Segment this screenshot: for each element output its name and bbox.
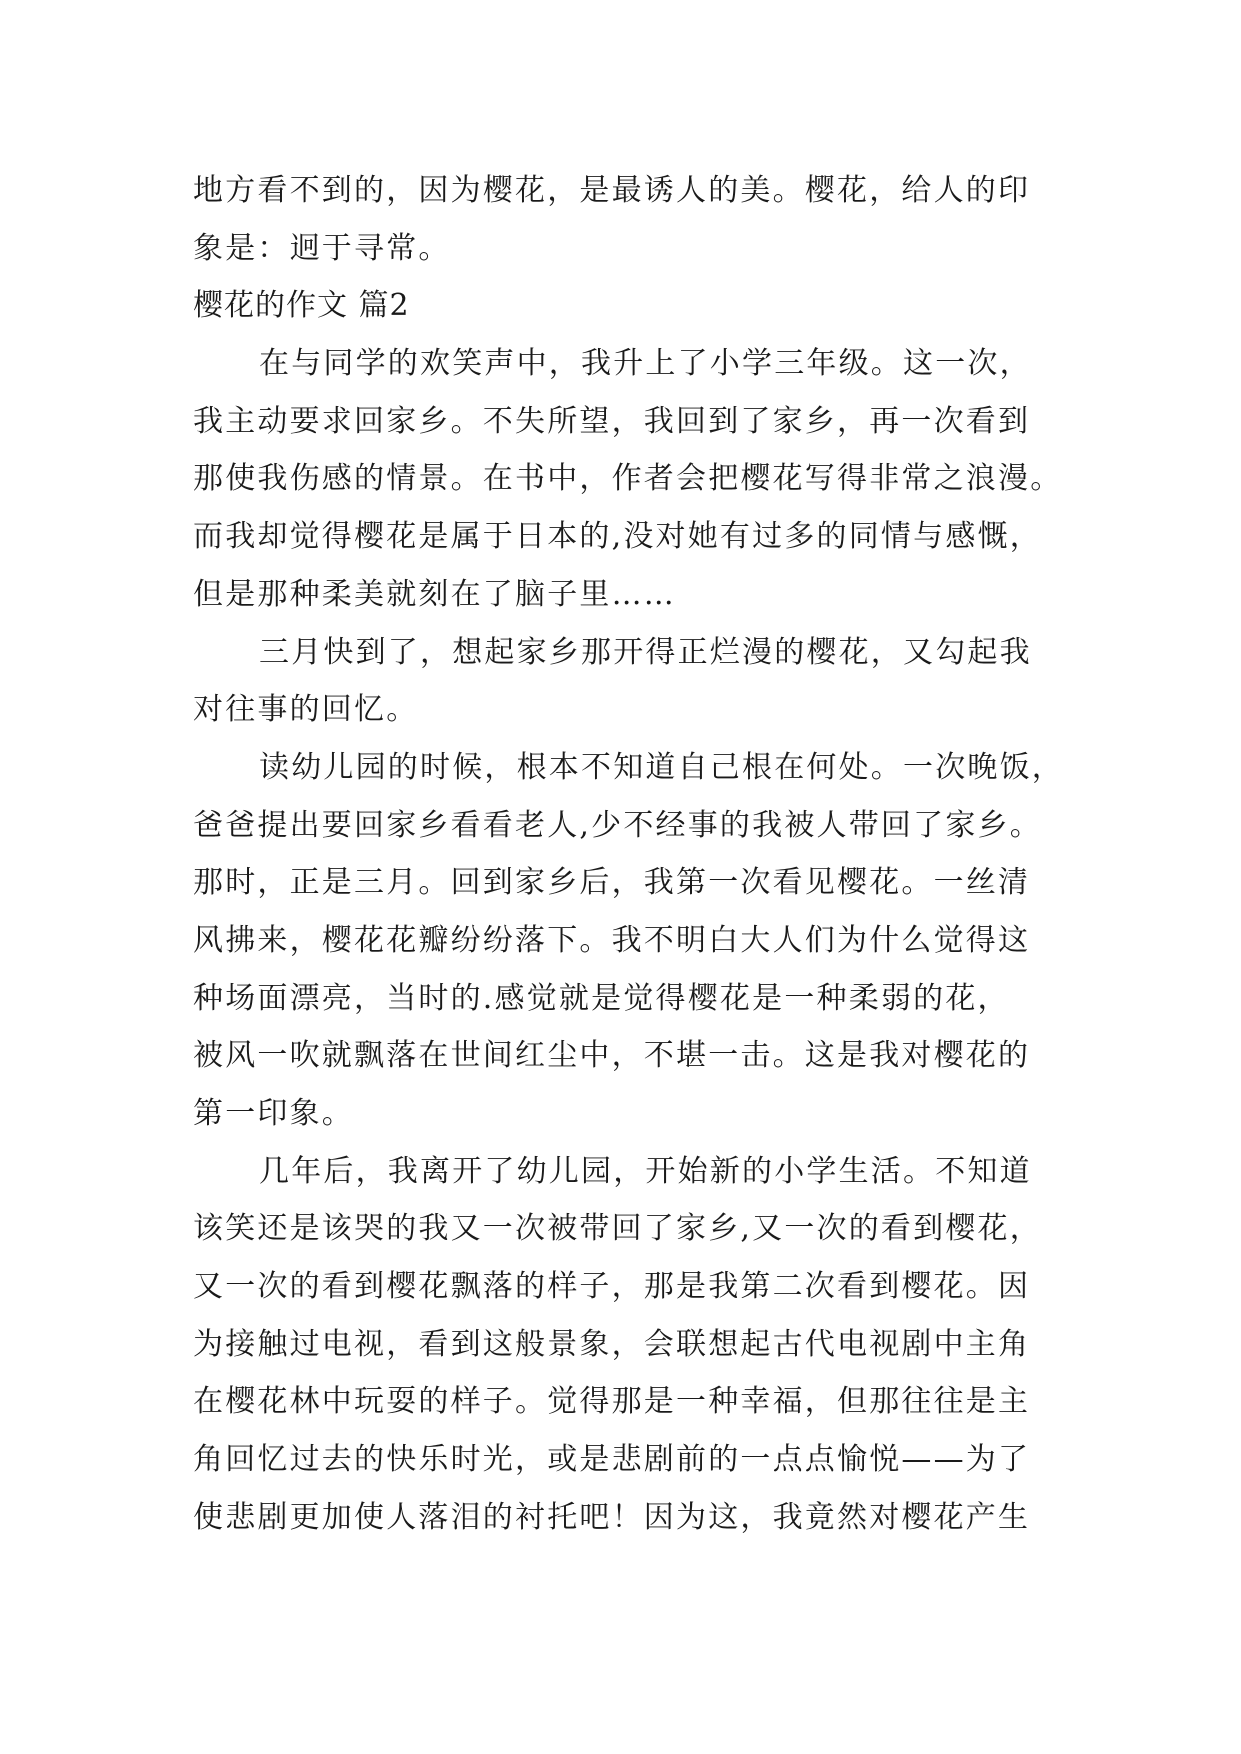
text-line: 种场面漂亮，当时的.感觉就是觉得樱花是一种柔弱的花， xyxy=(193,980,1010,1016)
section-heading: 樱花的作文 篇2 xyxy=(193,288,410,324)
text-line: 第一印象。 xyxy=(193,1096,354,1131)
text-line: 而我却觉得樱花是属于日本的,没对她有过多的同情与感慨， xyxy=(193,519,1042,555)
text-line: 风拂来，樱花花瓣纷纷落下。我不明白大人们为什么觉得这 xyxy=(193,922,1031,958)
text-line: 为接触过电视，看到这般景象，会联想起古代电视剧中主角 xyxy=(193,1326,1031,1362)
paragraph-first-line: 在与同学的欢笑声中，我升上了小学三年级。这一次， xyxy=(259,346,1032,382)
text-line: 被风一吹就飘落在世间红尘中，不堪一击。这是我对樱花的 xyxy=(193,1038,1031,1074)
paragraph-first-line: 几年后，我离开了幼儿园，开始新的小学生活。不知道 xyxy=(259,1153,1032,1189)
paragraph-first-line: 读幼儿园的时候，根本不知道自己根在何处。一次晚饭， xyxy=(259,749,1064,785)
paragraph-first-line: 三月快到了，想起家乡那开得正烂漫的樱花，又勾起我 xyxy=(259,634,1032,670)
text-line: 又一次的看到樱花飘落的样子，那是我第二次看到樱花。因 xyxy=(193,1269,1031,1305)
text-line: 爸爸提出要回家乡看看老人,少不经事的我被人带回了家乡。 xyxy=(193,807,1042,843)
text-line: 对往事的回忆。 xyxy=(193,692,419,728)
text-line: 象是：迥于寻常。 xyxy=(193,230,451,266)
text-line: 地方看不到的，因为樱花，是最诱人的美。樱花，给人的印 xyxy=(193,173,1031,208)
text-line: 该笑还是该哭的我又一次被带回了家乡,又一次的看到樱花， xyxy=(193,1211,1042,1247)
text-line: 那时，正是三月。回到家乡后，我第一次看见樱花。一丝清 xyxy=(193,865,1031,901)
text-line: 但是那种柔美就刻在了脑子里…… xyxy=(193,576,676,612)
text-line: 我主动要求回家乡。不失所望，我回到了家乡，再一次看到 xyxy=(193,403,1031,439)
text-line: 在樱花林中玩耍的样子。觉得那是一种幸福，但那往往是主 xyxy=(193,1384,1031,1420)
text-line: 使悲剧更加使人落泪的衬托吧！因为这，我竟然对樱花产生 xyxy=(193,1499,1031,1535)
text-line: 角回忆过去的快乐时光，或是悲剧前的一点点愉悦——为了 xyxy=(193,1442,1031,1478)
text-line: 那使我伤感的情景。在书中，作者会把樱花写得非常之浪漫。 xyxy=(193,461,1063,497)
essay-text xyxy=(193,162,1063,1547)
